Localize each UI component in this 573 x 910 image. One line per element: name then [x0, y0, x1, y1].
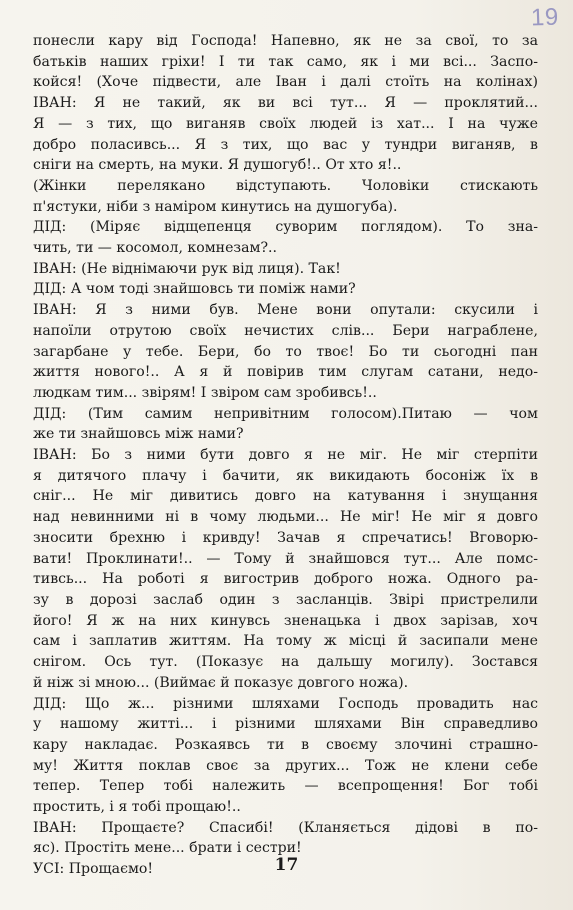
text-line: же ти знайшовсь між нами?: [33, 426, 244, 443]
text-line: я дитячого плачу і бачити, як викидають босоніж їх в: [33, 467, 538, 484]
handwritten-page-number: 19: [530, 3, 560, 32]
text-line: ДІД: А чом тоді знайшовсь ти поміж нами?: [33, 281, 356, 298]
text-line: над невинними ні в чому людьми... Не міг! Не міг я довго: [33, 509, 538, 526]
text-line: понесли кару від Господа! Напевно, як не за свої, то за: [33, 33, 538, 49]
text-line: Я — з тих, що виганяв своїх людей із хат... І на чуже: [33, 115, 538, 132]
text-line: ДІД: (Тим самим непривітним голосом).Питаю — чом: [33, 405, 538, 422]
text-line: напоїли отрутою своїх нечистих слів... Бери награблене,: [33, 322, 538, 339]
text-line: людкам тим... звірям! І звіром сам зробивсь!..: [33, 384, 377, 401]
text-line: простить, і я тобі прощаю!..: [33, 799, 241, 816]
page-text: [33, 31, 538, 880]
text-line: снігом. Ось тут. (Показує на дальшу могилу). Зостався: [33, 654, 538, 671]
text-line: ІВАН: (Не віднімаючи рук від лиця). Так!: [33, 260, 341, 277]
text-line: добро поласивсь... Я з тих, що вас у тундри виганяв, в: [33, 136, 538, 153]
text-line: сніги на смерть, на муки. Я душогуб!.. От хто я!..: [33, 157, 402, 174]
text-line: загарбане у тебе. Бери, бо то твоє! Бо ти сьогодні пан: [33, 343, 538, 360]
text-line: чить, ти — косомол, комнезам?..: [33, 240, 277, 257]
text-line: койся! (Хоче підвести, але Іван і далі стоїть на колінах): [33, 74, 538, 91]
text-line: ІВАН: Я з ними був. Мене вони опутали: скусили і: [33, 302, 538, 319]
text-line: яс). Простіть мене... брати і сестри!: [33, 840, 302, 857]
text-line: й ніж зі мною... (Виймає й показує довгого ножа).: [33, 674, 409, 691]
text-line: життя нового!.. А я й повірив тим слугам сатани, недо-: [33, 364, 538, 381]
text-line: ІВАН: Прощаєте? Спасибі! (Кланяється дідові в по-: [33, 819, 538, 836]
printed-page-number: 17: [274, 855, 299, 875]
text-line: п'ястуки, ніби з наміром кинутись на душогуба).: [33, 198, 398, 215]
text-line: му! Життя поклав своє за других... Тож не клени себе: [33, 757, 538, 774]
text-line: зу в дорозі заслаб один з засланців. Звірі пристрелили: [33, 591, 538, 608]
text-line: тивсь... На роботі я вигострив доброго ножа. Одного ра-: [33, 571, 538, 588]
text-line: ДІД: (Міряє відщепенця суворим поглядом). То зна-: [33, 219, 538, 236]
text-line: його! Я ж на них кинувсь зненацька і двох зарізав, хоч: [33, 612, 538, 629]
text-line: кару накладає. Розкаявсь ти в своєму злочині страшно-: [33, 736, 538, 753]
text-line: УСІ: Прощаємо!: [33, 861, 154, 878]
text-line: тепер. Тепер тобі належить — всепрощення! Бог тобі: [33, 778, 538, 795]
text-line: ДІД: Що ж... різними шляхами Господь провадить нас: [33, 695, 538, 712]
text-line: батьків наших гріхи! І ти так само, як і ми всі... Заспо-: [33, 53, 538, 70]
text-line: ІВАН: Бо з ними бути довго я не міг. Не міг стерпіти: [33, 447, 538, 464]
text-line: сам і заплатив життям. На тому ж місці й засипали мене: [33, 633, 538, 650]
text-line: зносити брехню і кривду! Зачав я спречатись! Вговорю-: [33, 529, 538, 546]
text-line: сніг... Не міг дивитись довго на катування і знущання: [33, 488, 538, 505]
text-line: ІВАН: Я не такий, як ви всі тут... Я — проклятий...: [33, 95, 538, 112]
text-line: (Жінки перелякано відступають. Чоловіки стискають: [33, 177, 538, 194]
text-line: вати! Проклинати!.. — Тому й знайшовся тут... Але помс-: [33, 550, 538, 567]
text-line: у нашому житті... і різними шляхами Він справедливо: [33, 716, 538, 733]
